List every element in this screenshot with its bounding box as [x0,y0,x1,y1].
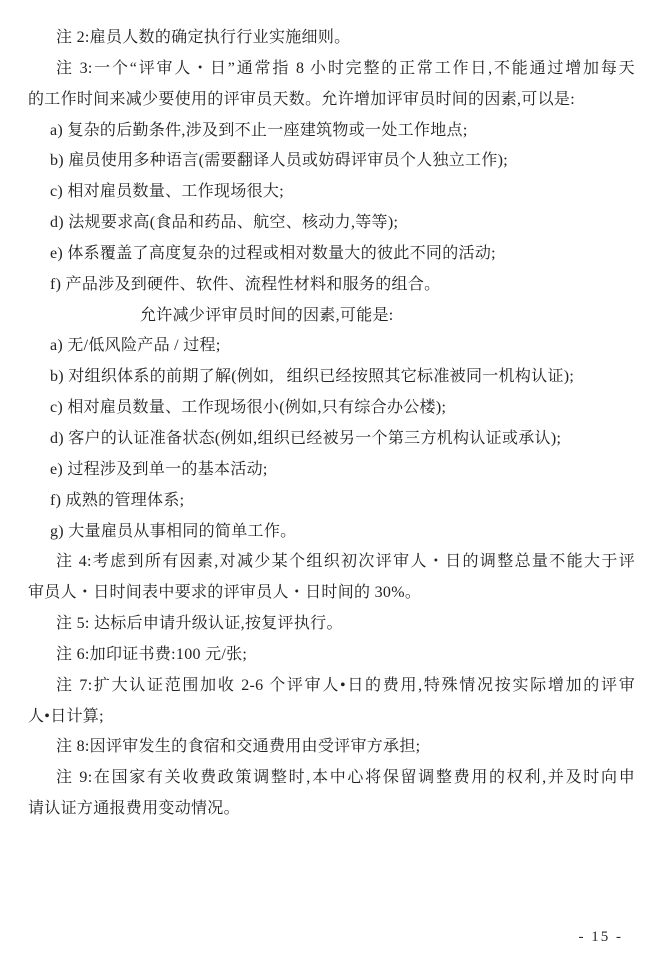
text-line: f) 成熟的管理体系; [50,491,185,509]
text-line: f) 产品涉及到硬件、软件、流程性材料和服务的组合。 [50,275,441,293]
document-body [28,23,635,825]
text-line: a) 无/低风险产品 / 过程; [50,337,221,355]
text-line: d) 客户的认证准备状态(例如,组织已经被另一个第三方机构认证或承认); [50,429,562,447]
text-line: b) 对组织体系的前期了解(例如, 组织已经按照其它标准被同一机构认证); [50,368,575,386]
text-line: g) 大量雇员从事相同的简单工作。 [50,522,297,540]
text-line: 人•日计算; [28,707,104,725]
text-line: 注 2:雇员人数的确定执行行业实施细则。 [56,29,351,46]
text-line: 审员人・日时间表中要求的评审员人・日时间的 30%。 [28,584,422,602]
text-line: a) 复杂的后勤条件,涉及到不止一座建筑物或一处工作地点; [50,121,468,139]
text-line: d) 法规要求高(食品和药品、航空、核动力,等等); [50,214,399,232]
text-line: c) 相对雇员数量、工作现场很小(例如,只有综合办公楼); [50,399,447,417]
text-line: e) 体系覆盖了高度复杂的过程或相对数量大的彼此不同的活动; [50,244,496,262]
text-line: b) 雇员使用多种语言(需要翻译人员或妨碍评审员个人独立工作); [50,152,509,170]
text-line: 注 9:在国家有关收费政策调整时,本中心将保留调整费用的权利,并及时向申 [56,769,635,787]
text-line: e) 过程涉及到单一的基本活动; [50,460,268,478]
text-line: 注 3:一个“评审人・日”通常指 8 小时完整的正常工作日,不能通过增加每天 [56,59,635,77]
text-line: 注 4:考虑到所有因素,对减少某个组织初次评审人・日的调整总量不能大于评 [56,553,635,571]
text-line: 注 8:因评审发生的食宿和交通费用由受评审方承担; [56,738,421,756]
page-number: - 15 - [578,929,623,945]
text-line: 的工作时间来减少要使用的评审员天数。允许增加评审员时间的因素,可以是: [28,90,575,108]
text-line: 注 5: 达标后申请升级认证,按复评执行。 [56,615,343,633]
text-line: c) 相对雇员数量、工作现场很大; [50,183,284,201]
text-line: 注 6:加印证书费:100 元/张; [56,645,248,663]
text-line: 请认证方通报费用变动情况。 [28,800,240,818]
text-line: 注 7:扩大认证范围加收 2-6 个评审人•日的费用,特殊情况按实际增加的评审 [56,676,635,694]
text-line: 允许减少评审员时间的因素,可能是: [140,306,394,324]
